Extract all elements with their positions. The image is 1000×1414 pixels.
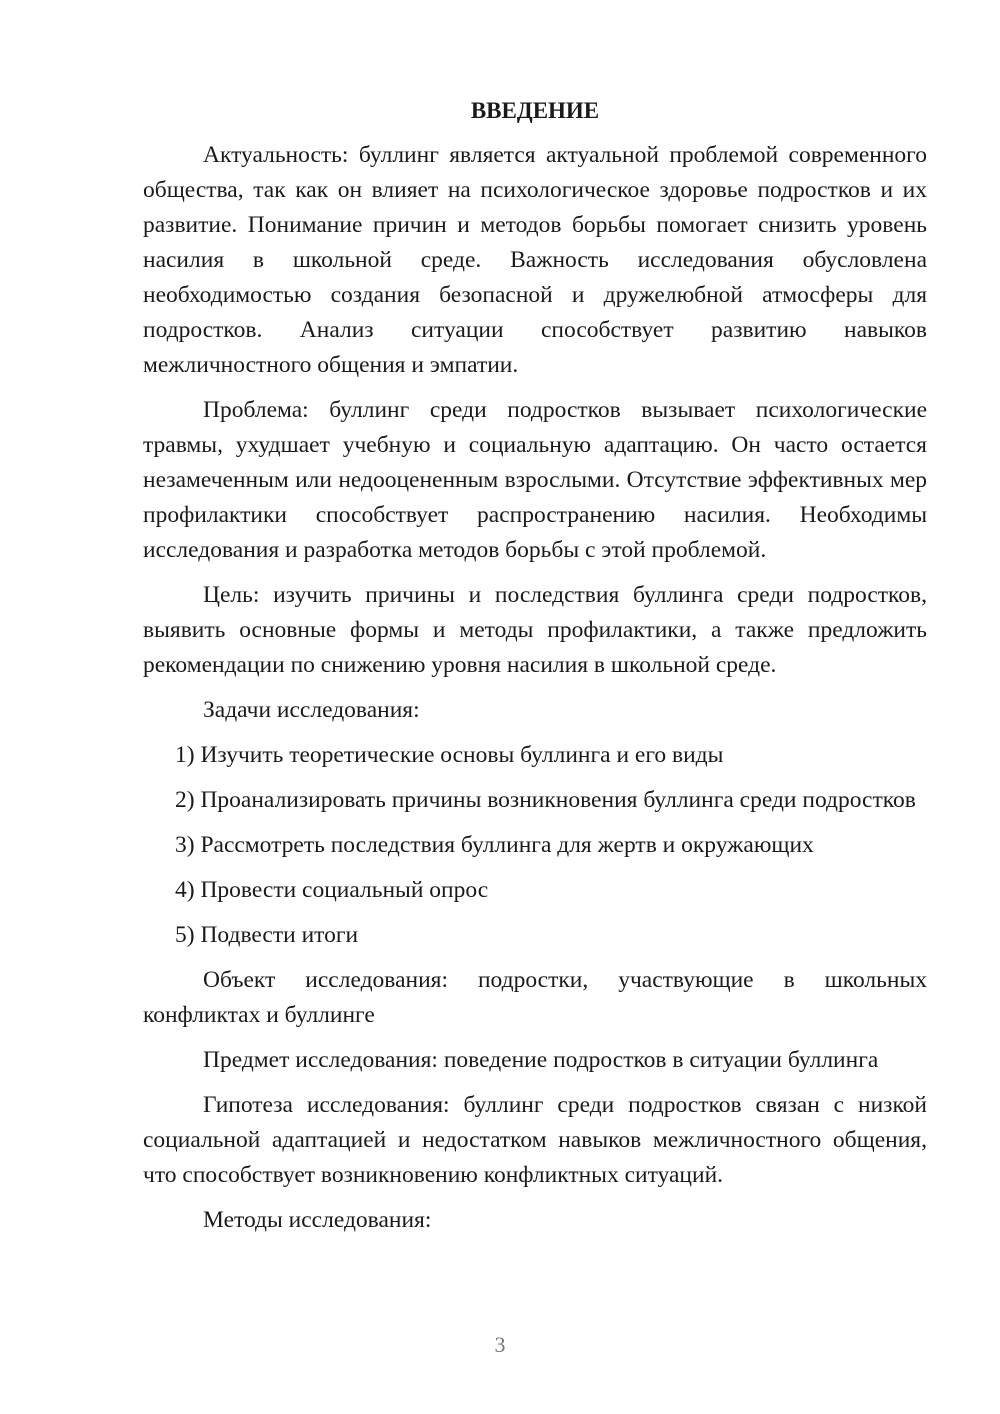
task-item-4: 4) Провести социальный опрос: [175, 877, 489, 903]
paragraph-problem: Проблема: буллинг среди подростков вызывает психологические травмы, ухудшает учебную и социальную адаптацию. Он часто остается незамеченным или недооцененным взрослыми. Отсутствие эффективных мер профилактики способствует распространению насилия. Необходимы исследования и разработка методов борьбы с этой проблемой.: [143, 397, 927, 563]
document-page: [143, 93, 927, 1248]
paragraph-object: Объект исследования: подростки, участвующие в школьных конфликтах и буллинге: [143, 967, 927, 1028]
paragraph-relevance: Актуальность: буллинг является актуальной проблемой современного общества, так как он влияет на психологическое здоровье подростков и их развитие. Понимание причин и методов борьбы помогает снизить уровень насилия в школьной среде. Важность исследования обусловлена необходимостью создания безопасной и дружелюбной атмосферы для подростков. Анализ ситуации способствует развитию навыков межличностного общения и эмпатии.: [143, 142, 927, 378]
task-item-3: 3) Рассмотреть последствия буллинга для жертв и окружающих: [175, 832, 814, 858]
paragraph-tasks-heading: Задачи исследования:: [203, 697, 420, 723]
page-number: 3: [494, 1332, 506, 1357]
paragraph-subject: Предмет исследования: поведение подростков в ситуации буллинга: [203, 1047, 879, 1073]
task-item-5: 5) Подвести итоги: [175, 922, 359, 948]
task-item-1: 1) Изучить теоретические основы буллинга и его виды: [175, 742, 724, 768]
document-title: ВВЕДЕНИЕ: [470, 98, 600, 123]
task-item-2: 2) Проанализировать причины возникновения буллинга среди подростков: [175, 787, 916, 813]
paragraph-hypothesis: Гипотеза исследования: буллинг среди подростков связан с низкой социальной адаптацией и недостатком навыков межличностного общения, что способствует возникновению конфликтных ситуаций.: [143, 1092, 927, 1188]
paragraph-methods: Методы исследования:: [203, 1207, 432, 1233]
paragraph-goal: Цель: изучить причины и последствия буллинга среди подростков, выявить основные формы и методы профилактики, а также предложить рекомендации по снижению уровня насилия в школьной среде.: [143, 582, 927, 678]
